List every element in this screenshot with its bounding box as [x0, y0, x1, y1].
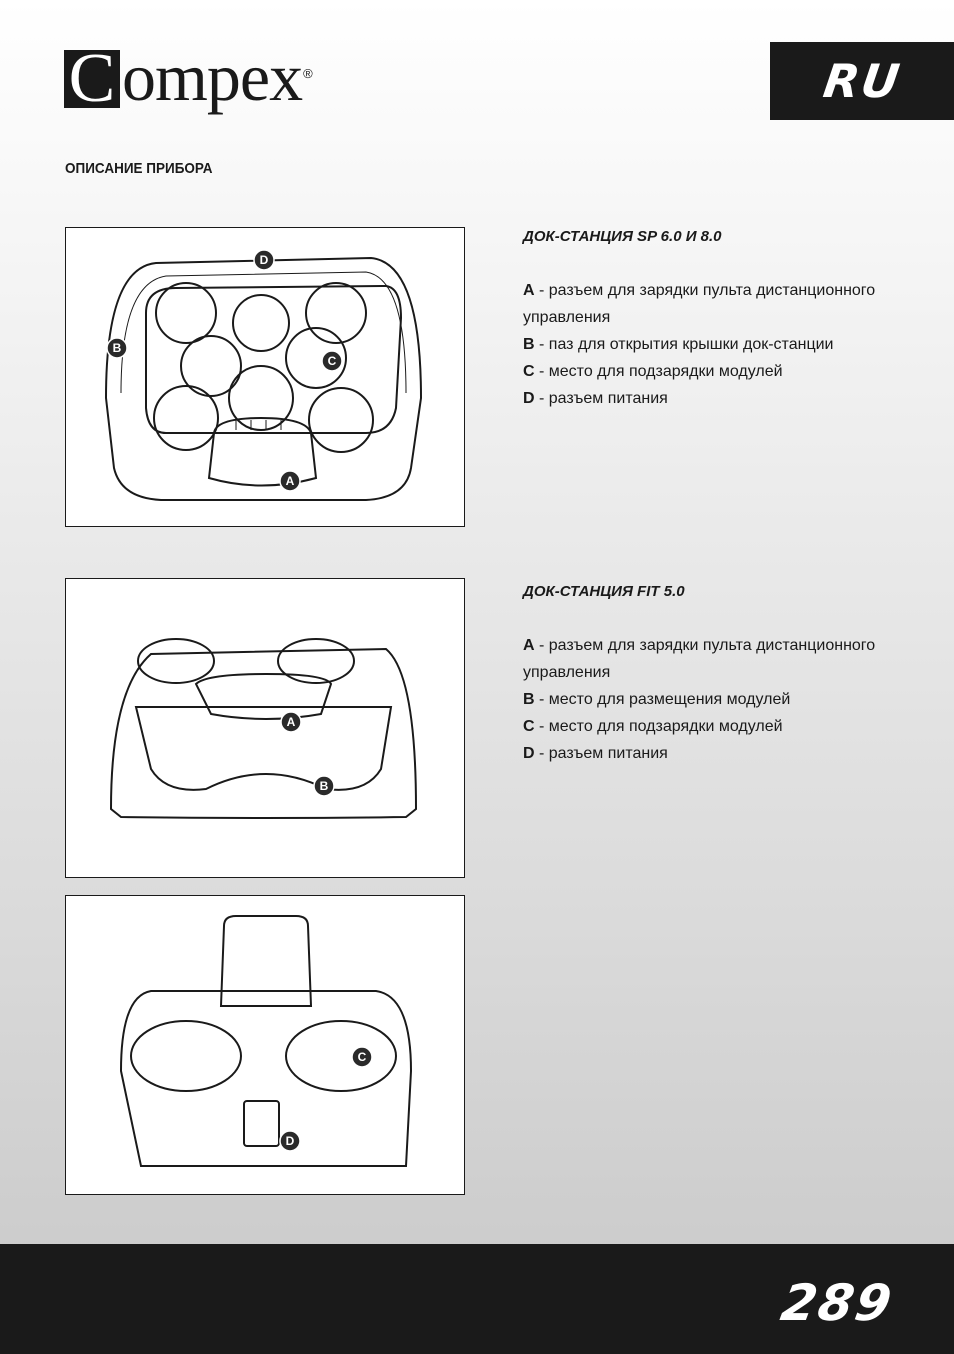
callout-d: [254, 250, 274, 270]
callout-c: [352, 1047, 372, 1067]
dock-fit-heading: ДОК-СТАНЦИЯ FIT 5.0: [523, 583, 685, 600]
dock-fit-item-a: A - разъем для зарядки пульта дистанционного управления: [523, 637, 876, 681]
logo-text: ompex: [122, 39, 303, 115]
callout-d: [280, 1131, 300, 1151]
callout-a: [280, 471, 300, 491]
svg-text:C: C: [357, 1050, 367, 1064]
page-number: 289: [776, 1274, 898, 1332]
logo-initial-block: [64, 40, 120, 117]
svg-text:A: A: [286, 715, 296, 729]
callout-b: [314, 776, 334, 796]
language-label: RU: [819, 54, 905, 108]
dock-sp-item-a: A - разъем для зарядки пульта дистанционного управления: [523, 282, 876, 326]
svg-text:D: D: [285, 1134, 295, 1148]
callout-c: [322, 351, 342, 371]
dock-fit-item-d: D - разъем питания: [523, 745, 668, 762]
svg-text:D: D: [259, 253, 269, 267]
svg-text:C: C: [327, 354, 337, 368]
section-title: ОПИСАНИЕ ПРИБОРА: [65, 160, 213, 177]
figure-dock-sp: [65, 227, 465, 527]
language-tab: [770, 42, 954, 120]
registered-mark: ®: [303, 66, 313, 81]
figure-dock-fit-open: [65, 895, 465, 1195]
dock-fit-item-c: C - место для подзарядки модулей: [523, 718, 783, 735]
svg-text:A: A: [285, 474, 295, 488]
svg-text:B: B: [319, 779, 329, 793]
dock-fit-item-b: B - место для размещения модулей: [523, 691, 791, 708]
dock-sp-item-c: C - место для подзарядки модулей: [523, 363, 783, 380]
dock-fit-description: [523, 578, 923, 767]
figure-dock-fit-top: [65, 578, 465, 878]
dock-sp-item-b: B - паз для открытия крышки док-станции: [523, 336, 834, 353]
dock-sp-heading: ДОК-СТАНЦИЯ SP 6.0 И 8.0: [523, 228, 722, 245]
footer-bar: [0, 1244, 954, 1354]
dock-sp-description: [523, 223, 923, 412]
svg-text:B: B: [112, 341, 122, 355]
compex-logo: [64, 39, 313, 120]
logo-initial: C: [68, 40, 116, 117]
callout-b: [107, 338, 127, 358]
callout-a: [281, 712, 301, 732]
dock-sp-item-d: D - разъем питания: [523, 390, 668, 407]
